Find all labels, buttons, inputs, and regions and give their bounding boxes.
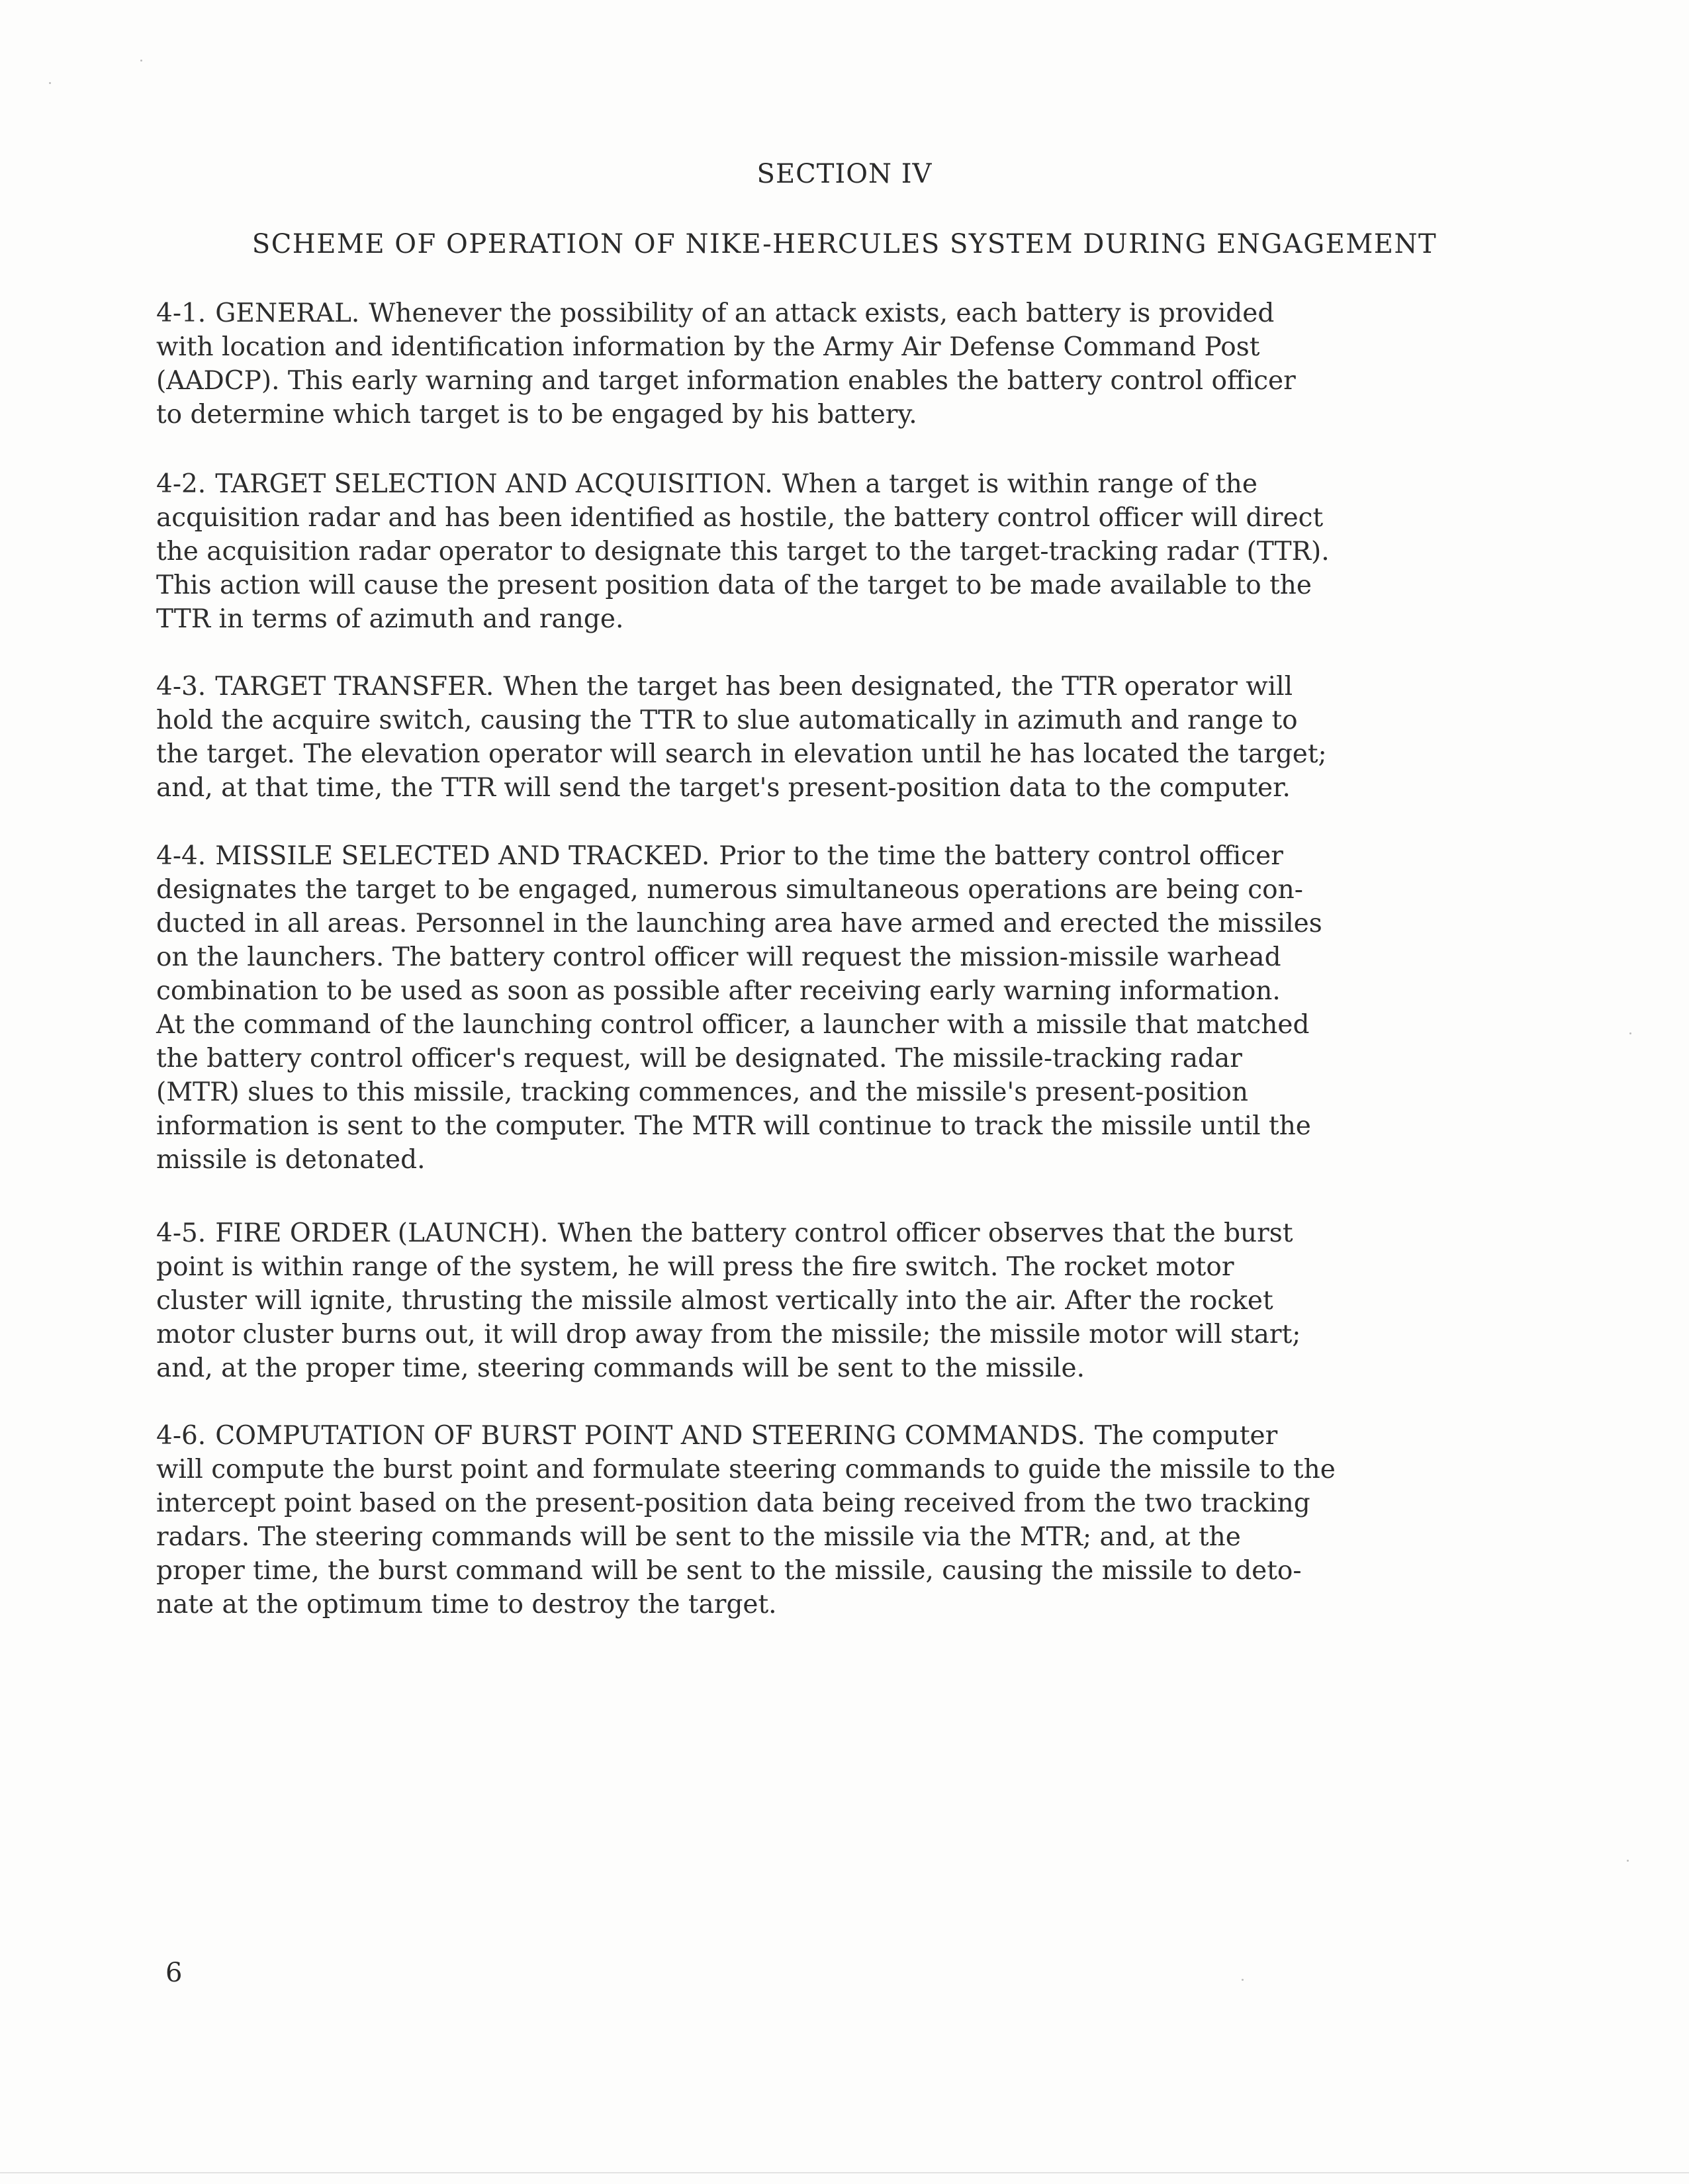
paragraph-line: missile is detonated. [156,1145,426,1175]
paragraph-line: the acquisition radar operator to designate this target to the target-tracking radar (TTR). [156,537,1330,567]
paragraph-text: The computer [1094,1421,1278,1451]
page-edge [0,2172,1689,2173]
paragraph-heading: TARGET SELECTION AND ACQUISITION. [215,469,773,499]
paragraph-line: radars. The steering commands will be sent to the missile via the MTR; and, at the [156,1522,1241,1552]
paragraph-line: (AADCP). This early warning and target information enables the battery control officer [156,366,1296,396]
paragraph-line: motor cluster burns out, it will drop away from the missile; the missile motor will start; [156,1320,1301,1349]
paragraph-heading: GENERAL. [215,298,360,328]
page-number: 6 [165,1958,183,1988]
paragraph-line: point is within range of the system, he will press the fire switch. The rocket motor [156,1252,1234,1282]
paragraph-line: proper time, the burst command will be sent to the missile, causing the missile to deto- [156,1556,1302,1586]
paragraph-line: with location and identification information by the Army Air Defense Command Post [156,332,1260,362]
paragraph-line: combination to be used as soon as possible after receiving early warning information. [156,976,1281,1006]
paragraph-line: and, at that time, the TTR will send the target's present-position data to the computer. [156,773,1291,803]
paragraph-text: When a target is within range of the [782,469,1257,499]
paragraph-line [156,1419,1546,1453]
paragraph-line [156,296,1546,330]
paragraph-line: the target. The elevation operator will search in elevation until he has located the target; [156,739,1327,769]
paragraph-text: Whenever the possibility of an attack exists, each battery is provided [369,298,1275,328]
paragraph-4-5 [156,1216,1546,1385]
paragraph-number: 4-4. [156,841,206,871]
paragraph-line: This action will cause the present position data of the target to be made available to the [156,570,1312,600]
scan-speck [1627,1860,1629,1862]
paragraph-number: 4-2. [156,469,206,499]
paragraph-line [156,1216,1546,1250]
paragraph-line: to determine which target is to be engaged by his battery. [156,400,917,430]
paragraph-text: When the target has been designated, the TTR operator will [503,672,1293,702]
paragraph-text: When the battery control officer observes that the burst [557,1218,1293,1248]
paragraph-line: TTR in terms of azimuth and range. [156,604,624,634]
paragraph-heading: TARGET TRANSFER. [215,672,494,702]
paragraph-line [156,670,1546,704]
paragraph-line: the battery control officer's request, will be designated. The missile-tracking radar [156,1044,1242,1073]
paragraph-line: nate at the optimum time to destroy the target. [156,1590,777,1619]
paragraph-line: cluster will ignite, thrusting the missile almost vertically into the air. After the rocket [156,1286,1273,1316]
paragraph-heading: FIRE ORDER (LAUNCH). [215,1218,549,1248]
paragraph-number: 4-1. [156,298,206,328]
document-title: SCHEME OF OPERATION OF NIKE-HERCULES SYSTEM DURING ENGAGEMENT [251,229,1438,259]
paragraph-4-4 [156,839,1546,1177]
paragraph-line: designates the target to be engaged, numerous simultaneous operations are being con- [156,875,1303,905]
paragraph-4-1 [156,296,1546,432]
paragraph-line [156,467,1546,501]
paragraph-number: 4-6. [156,1421,206,1451]
paragraph-line [156,839,1546,873]
paragraph-line: will compute the burst point and formulate steering commands to guide the missile to the [156,1455,1336,1484]
section-heading: SECTION IV [756,159,933,189]
paragraph-number: 4-3. [156,672,206,702]
paragraph-line: on the launchers. The battery control officer will request the mission-missile warhead [156,942,1281,972]
paragraph-number: 4-5. [156,1218,206,1248]
paragraph-line: information is sent to the computer. The MTR will continue to track the missile until the [156,1111,1311,1141]
paragraph-line: acquisition radar and has been identified as hostile, the battery control officer will direct [156,503,1324,533]
paragraph-heading: MISSILE SELECTED AND TRACKED. [215,841,710,871]
paragraph-heading: COMPUTATION OF BURST POINT AND STEERING COMMANDS. [215,1421,1085,1451]
paragraph-line: (MTR) slues to this missile, tracking commences, and the missile's present-position [156,1077,1249,1107]
paragraph-4-2 [156,467,1546,636]
paragraph-line: ducted in all areas. Personnel in the launching area have armed and erected the missiles [156,909,1322,938]
scan-speck [1242,1979,1244,1981]
scan-speck [49,82,51,84]
paragraph-4-6 [156,1419,1546,1621]
scan-speck [140,60,142,62]
scan-speck [1629,1032,1631,1034]
paragraph-line: and, at the proper time, steering commands will be sent to the missile. [156,1353,1085,1383]
paragraph-4-3 [156,670,1546,805]
paragraph-line: hold the acquire switch, causing the TTR to slue automatically in azimuth and range to [156,705,1298,735]
paragraph-text: Prior to the time the battery control officer [719,841,1283,871]
paragraph-line: intercept point based on the present-position data being received from the two tracking [156,1488,1310,1518]
paragraph-line: At the command of the launching control officer, a launcher with a missile that matched [156,1010,1310,1040]
